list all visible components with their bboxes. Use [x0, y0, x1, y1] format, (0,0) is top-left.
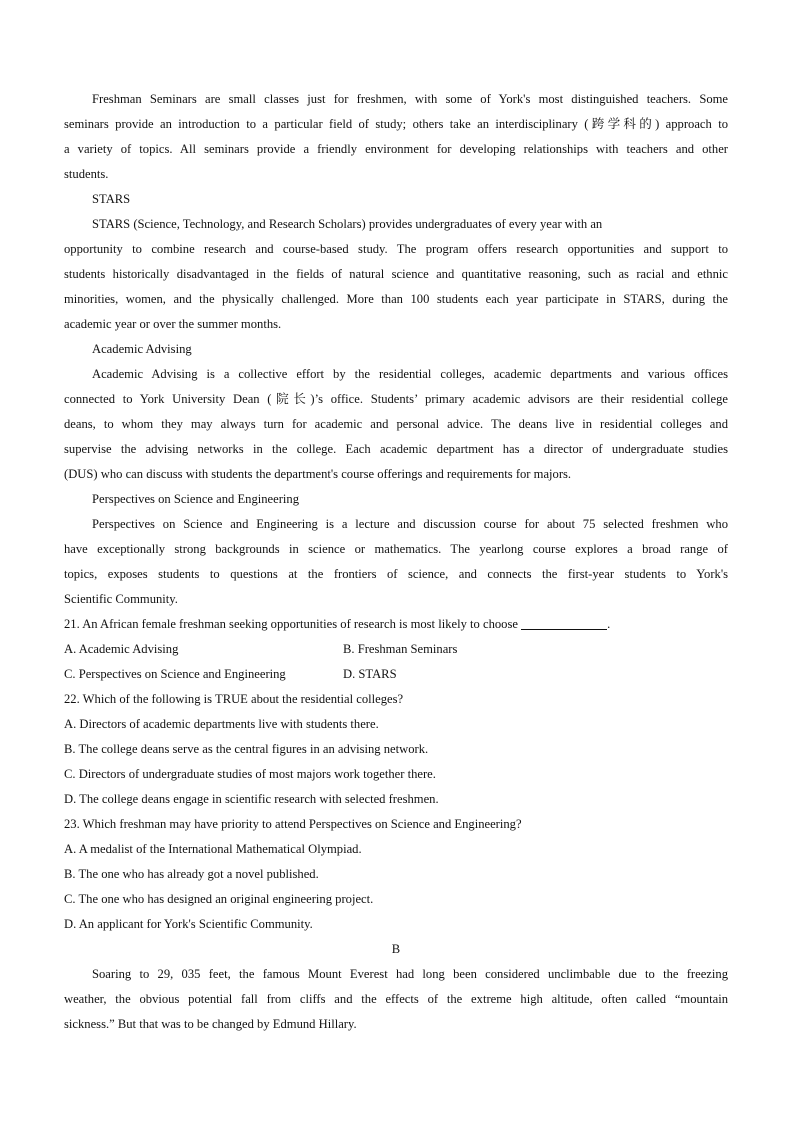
- text-line: students.: [64, 167, 109, 181]
- stars-paragraph: [64, 212, 728, 337]
- text-line: seminars provide an introduction to a particular field of study; others take an interdisciplinary (跨学科的) approach to: [64, 117, 728, 131]
- text-line: Soaring to 29, 035 feet, the famous Mount Everest had long been considered unclimbable due to the freezing: [92, 967, 728, 981]
- advising-heading: Academic Advising: [92, 342, 192, 356]
- question-23: [64, 812, 728, 937]
- text-line: minorities, women, and the physically challenged. More than 100 students each year participate in STARS, during the: [64, 292, 728, 306]
- text-line: Scientific Community.: [64, 592, 178, 606]
- text-line: opportunity to combine research and course-based study. The program offers research opportunities and support to: [64, 242, 728, 256]
- option-c: C. Directors of undergraduate studies of most majors work together there.: [64, 767, 436, 781]
- text-line: weather, the obvious potential fall from cliffs and the effects of the extreme high altitude, often called “mountain: [64, 992, 728, 1006]
- question-stem: [64, 612, 728, 637]
- seminars-paragraph: [64, 87, 728, 187]
- perspectives-heading: Perspectives on Science and Engineering: [92, 492, 300, 506]
- options-row: [64, 637, 728, 662]
- option-c: C. Perspectives on Science and Engineering: [64, 667, 286, 681]
- text-line: connected to York University Dean (院长)’s office. Students’ primary academic advisors are their residential college: [64, 392, 728, 406]
- text-line: students historically disadvantaged in the fields of natural science and quantitative reasoning, such as racial and ethnic: [64, 267, 728, 281]
- stars-heading: STARS: [92, 192, 131, 206]
- text-line: Perspectives on Science and Engineering is a lecture and discussion course for about 75 selected freshmen who: [92, 517, 728, 531]
- advising-paragraph: [64, 362, 728, 487]
- question-22: [64, 687, 728, 812]
- text-line: (DUS) who can discuss with students the department's course offerings and requirements for majors.: [64, 467, 572, 481]
- option-b: B. The college deans serve as the central figures in an advising network.: [64, 742, 429, 756]
- text-line: supervise the advising networks in the college. Each academic department has a director of undergraduate studies: [64, 442, 728, 456]
- option-d: D. STARS: [343, 667, 397, 681]
- answer-blank: [521, 615, 607, 630]
- question-stem: 23. Which freshman may have priority to attend Perspectives on Science and Engineering?: [64, 817, 522, 831]
- section-b-paragraph: [64, 962, 728, 1037]
- text-line: STARS (Science, Technology, and Research Scholars) provides undergraduates of every year with an: [92, 217, 603, 231]
- perspectives-paragraph: [64, 512, 728, 612]
- option-b: B. The one who has already got a novel published.: [64, 867, 319, 881]
- section-b-heading: B: [391, 942, 401, 956]
- text-line: topics, exposes students to questions at the frontiers of science, and connects the first-year students to York's: [64, 567, 728, 581]
- option-a: A. A medalist of the International Mathematical Olympiad.: [64, 842, 362, 856]
- text-line: a variety of topics. All seminars provide a friendly environment for developing relationships with teachers and other: [64, 142, 728, 156]
- question-stem-text: 21. An African female freshman seeking opportunities of research is most likely to choose: [64, 617, 518, 631]
- option-a: A. Academic Advising: [64, 642, 179, 656]
- option-d: D. The college deans engage in scientific research with selected freshmen.: [64, 792, 439, 806]
- text-line: Freshman Seminars are small classes just for freshmen, with some of York's most distinguished teachers. Some: [92, 92, 728, 106]
- option-b: B. Freshman Seminars: [343, 642, 458, 656]
- text-line: deans, to whom they may always turn for academic and personal advice. The deans live in residential colleges and: [64, 417, 728, 431]
- text-line: have exceptionally strong backgrounds in science or mathematics. The yearlong course explores a broad range of: [64, 542, 728, 556]
- question-stem-end: .: [607, 617, 611, 631]
- text-line: Academic Advising is a collective effort by the residential colleges, academic departments and various offices: [92, 367, 728, 381]
- question-stem: 22. Which of the following is TRUE about the residential colleges?: [64, 692, 404, 706]
- text-line: academic year or over the summer months.: [64, 317, 282, 331]
- question-21: [64, 612, 728, 687]
- option-d: D. An applicant for York's Scientific Community.: [64, 917, 313, 931]
- document-page: [64, 87, 728, 1037]
- options-row: [64, 662, 728, 687]
- option-c: C. The one who has designed an original engineering project.: [64, 892, 374, 906]
- text-line: sickness.” But that was to be changed by Edmund Hillary.: [64, 1017, 357, 1031]
- option-a: A. Directors of academic departments live with students there.: [64, 717, 379, 731]
